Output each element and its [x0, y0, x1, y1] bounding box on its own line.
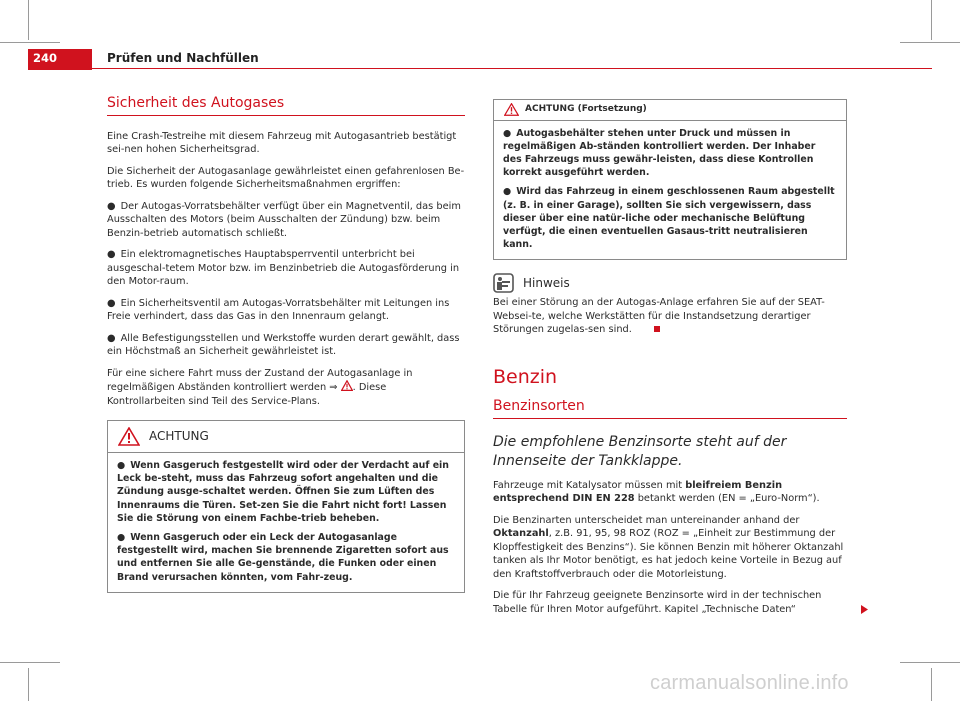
section-rule: [107, 115, 465, 116]
warning-triangle-icon: [504, 103, 519, 116]
info-note-icon: [493, 273, 514, 293]
warning-box-header: [108, 421, 464, 453]
warning-body: [108, 453, 464, 592]
list-item: ● Autogasbehälter stehen unter Druck und müssen in regelmäßigen Ab-ständen kontrolliert werden. Der Inhaber des Fahrzeugs muss gewähr-leisten, dass diese Kontrollen korrekt ausgeführt werden.: [503, 127, 816, 179]
page-header-title: Prüfen und Nachfüllen: [107, 51, 259, 65]
header-rule: [92, 68, 932, 69]
subsection-rule: [493, 418, 847, 419]
warning-box: [107, 420, 465, 593]
measures-intro: Die Sicherheit der Autogasanlage gewährleistet einen gefahrenlosen Be-trieb. Es wurden folgende Sicherheitsmaßnahmen ergriffen:: [107, 165, 465, 190]
warning-continued-body: [494, 121, 846, 260]
warning-triangle-icon[interactable]: [341, 380, 353, 391]
note-title: Hinweis: [523, 275, 570, 290]
list-item: ● Ein elektromagnetisches Hauptabsperrventil unterbricht bei ausgeschal-tetem Motor bzw. im Benzinbetrieb die Autogasförderung in den Motor-raum.: [107, 249, 460, 287]
paragraph: Fahrzeuge mit Katalysator müssen mit bleifreiem Benzin entsprechend DIN EN 228 betankt werden (EN = „Euro-Norm“).: [493, 479, 820, 505]
crop-mark: [900, 42, 960, 43]
continue-arrow-icon[interactable]: [860, 605, 869, 614]
list-item: ● Wenn Gasgeruch oder ein Leck der Autogasanlage festgestellt wird, machen Sie brennende Zigaretten sofort aus und entfernen Sie alle Ge-genstände, die Funken oder einen Brand verursachen könnten, vom Fahr-zeug.: [117, 532, 449, 583]
paragraph: Die für Ihr Fahrzeug geeignete Benzinsorte wird in der technischen Tabelle für Ihren Motor aufgeführt. Kapitel „Technische Daten“: [493, 589, 847, 616]
right-column: [493, 99, 847, 624]
list-item: ● Wird das Fahrzeug in einem geschlossenen Raum abgestellt (z. B. in einer Garage), sollten Sie sich vergewissern, dass dieser über eine natür-liche oder mechanische Belüftung verfügt, die einen eventuellen Gasaus-tritt neutralisieren kann.: [503, 186, 835, 251]
subsection-title: Benzinsorten: [493, 398, 585, 415]
list-item: ● Alle Befestigungsstellen und Werkstoffe wurden derart gewählt, dass ein Höchstmaß an Sicherheit gewährleistet ist.: [107, 332, 460, 357]
crop-mark: [0, 662, 60, 663]
closing-paragraph: Für eine sichere Fahrt muss der Zustand der Autogasanlage in regelmäßigen Abständen kontrolliert werden ⇒ . Diese Kontrollarbeiten sind Teil des Service-Plans.: [107, 367, 413, 407]
lead-paragraph: Die empfohlene Benzinsorte steht auf der Innenseite der Tankklappe.: [493, 433, 787, 469]
left-column: [107, 97, 465, 593]
section-title: Sicherheit des Autogases: [107, 95, 285, 111]
crop-mark: [28, 668, 29, 701]
warning-continued-box: [493, 99, 847, 260]
note-header: [493, 273, 847, 293]
end-of-section-marker: [654, 326, 660, 332]
page-number: 240: [33, 51, 58, 65]
note-text: Bei einer Störung an der Autogas-Anlage erfahren Sie auf der SEAT-Websei-te, welche Werkstätten für die Instandsetzung derartiger Störungen zugelas-sen sind.: [493, 297, 825, 336]
watermark: carmanualsonline.info: [650, 672, 849, 694]
list-item: ● Ein Sicherheitsventil am Autogas-Vorratsbehälter mit Leitungen ins Freie verhindert, dass das Gas in den Innenraum gelangt.: [107, 297, 450, 322]
warning-continued-title: ACHTUNG (Fortsetzung): [525, 104, 647, 114]
crop-mark: [931, 0, 932, 40]
chapter-title: Benzin: [493, 365, 558, 388]
list-item: ● Wenn Gasgeruch festgestellt wird oder der Verdacht auf ein Leck be-steht, muss das Fahrzeug sofort angehalten und die Zündung ausge-schaltet werden. Öffnen Sie zum Lüften des Innenraums die Türen. Set-zen Sie die Fahrt nicht fort! Lassen Sie die Störung von einem Fachbe-trieb beheben.: [117, 460, 449, 524]
crop-mark: [931, 668, 932, 701]
paragraph: Die Benzinarten unterscheidet man untereinander anhand der Oktanzahl, z.B. 91, 95, 98 ROZ (ROZ = „Einheit zur Bestimmung der Klopffestigkeit des Benzins“). Sie können Benzin mit höherer Oktanzahl tanken als Ihr Motor benötigt, es hat jedoch keine Vorteile in Bezug auf den Kraftstoffverbrauch oder die Motorleistung.: [493, 514, 844, 580]
crop-mark: [0, 42, 60, 43]
intro-paragraph: Eine Crash-Testreihe mit diesem Fahrzeug mit Autogasantrieb bestätigt sei-nen hohen Sicherheitsgrad.: [107, 130, 457, 155]
crop-mark: [28, 0, 29, 40]
warning-title: ACHTUNG: [149, 428, 209, 443]
warning-continued-header: [494, 100, 846, 121]
crop-mark: [900, 662, 960, 663]
list-item: ● Der Autogas-Vorratsbehälter verfügt über ein Magnetventil, das beim Ausschalten des Motors (beim Ausschalten der Zündung) bzw. beim Benzin-betrieb automatisch schließt.: [107, 200, 461, 239]
warning-triangle-icon: [118, 427, 140, 446]
